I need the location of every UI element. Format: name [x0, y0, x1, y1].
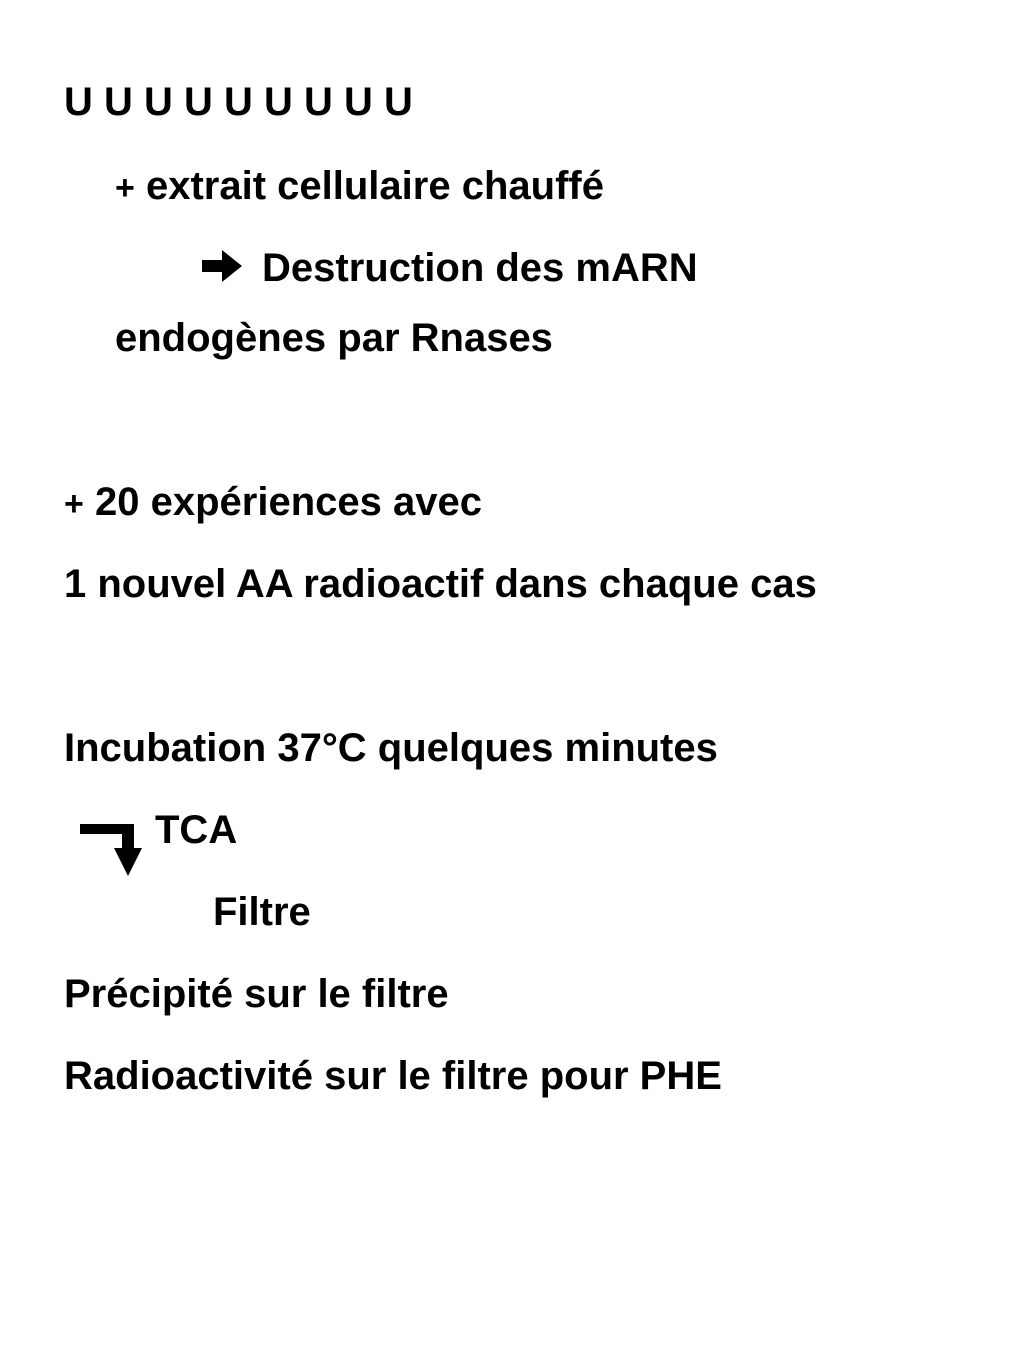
- step-extract-text: extrait cellulaire chauffé: [145, 164, 604, 208]
- precipitate-line: Précipité sur le filtre: [64, 972, 449, 1016]
- experiments-line-2: 1 nouvel AA radioactif dans chaque cas: [64, 562, 817, 606]
- incubation-line: Incubation 37°C quelques minutes: [64, 726, 718, 770]
- result-line-2: endogènes par Rnases: [115, 316, 553, 360]
- radioactivity-line: Radioactivité sur le filtre pour PHE: [64, 1054, 722, 1098]
- filter-label: Filtre: [213, 890, 311, 934]
- experiments-line-1: [64, 478, 482, 528]
- result-line-1: Destruction des mARN: [262, 246, 698, 290]
- bent-down-arrow-icon: [78, 820, 148, 880]
- thick-right-arrow-icon: [200, 248, 244, 284]
- experiments-line-1-text: 20 expériences avec: [94, 480, 482, 524]
- plus-sign: +: [64, 485, 84, 523]
- plus-sign: +: [115, 169, 135, 207]
- step-extract: [115, 162, 604, 212]
- poly-u-sequence: U U U U U U U U U: [64, 80, 413, 124]
- tca-label: TCA: [155, 808, 238, 852]
